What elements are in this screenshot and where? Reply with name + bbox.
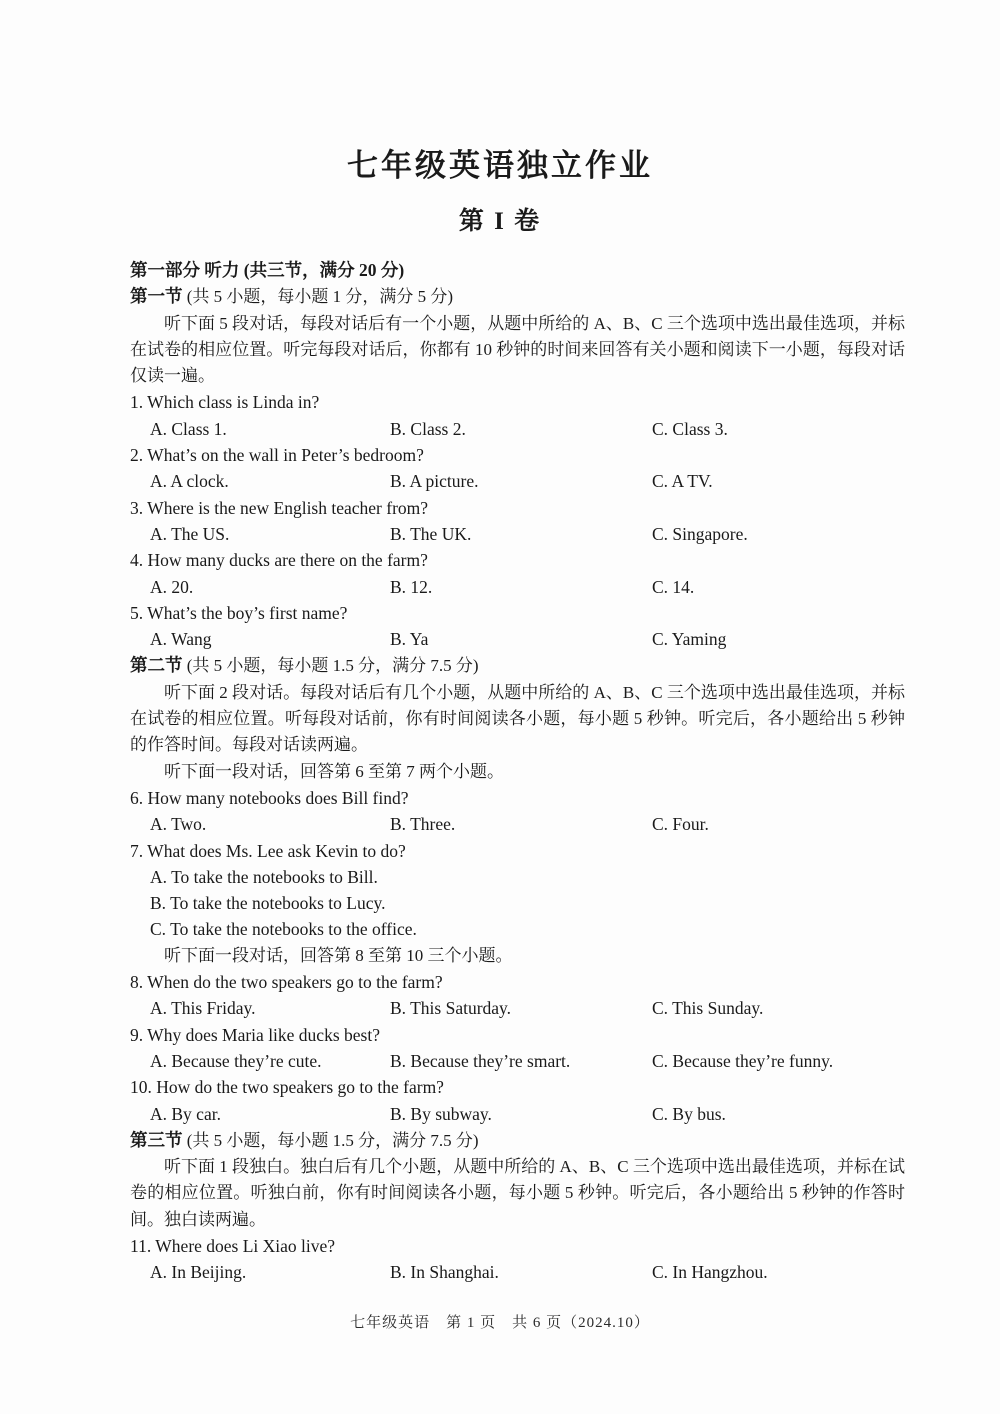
- page-title: 七年级英语独立作业: [347, 148, 653, 183]
- question-text: 11. Where does Li Xiao live?: [130, 1235, 336, 1256]
- option-a: A. 20.: [150, 576, 194, 597]
- section-meta: (共 5 小题，每小题 1 分，满分 5 分): [182, 287, 454, 307]
- page-subtitle: 第 I 卷: [458, 208, 542, 235]
- option-c: C. Four.: [652, 814, 709, 835]
- question-text: 5. What’s the boy’s first name?: [130, 602, 348, 623]
- sub-instruction: 听下面一段对话，回答第 8 至第 10 三个小题。: [164, 945, 513, 965]
- question-5: [130, 600, 905, 653]
- question-2: [130, 442, 905, 495]
- question-options: [130, 995, 905, 1021]
- question-options: [130, 468, 905, 494]
- question-6: [130, 785, 905, 838]
- question-text: 1. Which class is Linda in?: [130, 392, 320, 413]
- option-b: B. A picture.: [390, 471, 479, 492]
- question-options: [130, 1101, 905, 1127]
- option-c: C. Because they’re funny.: [652, 1050, 834, 1071]
- question-options: [130, 811, 905, 837]
- question-9: [130, 1022, 905, 1075]
- option-c: C. In Hangzhou.: [652, 1262, 768, 1283]
- option-a: A. Two.: [150, 814, 207, 835]
- option-b: B. In Shanghai.: [390, 1262, 499, 1283]
- question-options: [130, 864, 905, 943]
- question-3: [130, 495, 905, 548]
- question-options: [130, 574, 905, 600]
- option-c: C. Yaming: [652, 629, 727, 650]
- section-label: 第二节: [130, 655, 183, 676]
- option-c: C. A TV.: [652, 471, 713, 492]
- option-b: B. Three.: [390, 814, 456, 835]
- question-options: [130, 626, 905, 652]
- instruction-paragraph: 听下面 5 段对话，每段对话后有一个小题，从题中所给的 A、B、C 三个选项中选出最佳选项，并标在试卷的相应位置。听完每段对话后，你都有 10 秒钟的时间来回答有关小题和阅读下一小题，每段对话仅读一遍。: [130, 313, 905, 386]
- question-1: [130, 389, 905, 442]
- option-b: B. The UK.: [390, 523, 472, 544]
- section-label: 第三节: [130, 1129, 183, 1150]
- sub-instruction: 听下面一段对话，回答第 6 至第 7 两个小题。: [164, 761, 504, 781]
- option-c: C. To take the notebooks to the office.: [150, 919, 417, 940]
- instruction-paragraph: 听下面 2 段对话。每段对话后有几个小题，从题中所给的 A、B、C 三个选项中选出最佳选项，并标在试卷的相应位置。听每段对话前，你有时间阅读各小题，每小题 5 秒钟。听完后，各小题给出 5 秒钟的作答时间。每段对话读两遍。: [130, 682, 905, 755]
- question-text: 3. Where is the new English teacher from?: [130, 497, 429, 518]
- question-7: [130, 838, 905, 943]
- option-a: A. In Beijing.: [150, 1262, 247, 1283]
- option-a: A. Class 1.: [150, 418, 227, 439]
- section-label: 第一节: [130, 286, 183, 307]
- question-text: 8. When do the two speakers go to the farm?: [130, 972, 443, 993]
- question-options: [130, 1048, 905, 1074]
- question-options: [130, 416, 905, 442]
- option-a: A. Wang: [150, 629, 212, 650]
- option-a: A. The US.: [150, 523, 230, 544]
- section-heading: [130, 652, 905, 679]
- option-b: B. Ya: [390, 629, 429, 650]
- option-a: A. To take the notebooks to Bill.: [150, 866, 378, 887]
- option-a: A. By car.: [150, 1103, 221, 1124]
- question-11: [130, 1233, 905, 1286]
- question-options: [130, 521, 905, 547]
- option-c: C. Singapore.: [652, 523, 748, 544]
- question-text: 9. Why does Maria like ducks best?: [130, 1024, 380, 1045]
- option-c: C. 14.: [652, 576, 695, 597]
- section-heading: [130, 283, 905, 310]
- question-text: 2. What’s on the wall in Peter’s bedroom?: [130, 445, 424, 466]
- option-b: B. Class 2.: [390, 418, 466, 439]
- section-heading: [130, 1127, 905, 1154]
- option-b: B. This Saturday.: [390, 998, 512, 1019]
- option-c: C. This Sunday.: [652, 998, 764, 1019]
- section-meta: (共 5 小题，每小题 1.5 分，满分 7.5 分): [182, 1130, 479, 1150]
- page-footer: 七年级英语 第 1 页 共 6 页（2024.10）: [350, 1315, 650, 1331]
- option-a: A. This Friday.: [150, 998, 256, 1019]
- option-b: B. To take the notebooks to Lucy.: [150, 893, 386, 914]
- question-8: [130, 969, 905, 1022]
- section-meta: (共 5 小题，每小题 1.5 分，满分 7.5 分): [182, 656, 479, 676]
- option-a: A. Because they’re cute.: [150, 1050, 322, 1071]
- question-options: [130, 1259, 905, 1285]
- question-text: 4. How many ducks are there on the farm?: [130, 550, 428, 571]
- option-b: B. 12.: [390, 576, 433, 597]
- question-10: [130, 1074, 905, 1127]
- option-b: B. By subway.: [390, 1103, 492, 1124]
- part-heading: 第一部分 听力 (共三节，满分 20 分): [130, 260, 405, 280]
- question-text: 10. How do the two speakers go to the farm?: [130, 1077, 444, 1098]
- question-text: 6. How many notebooks does Bill find?: [130, 787, 409, 808]
- option-a: A. A clock.: [150, 471, 229, 492]
- option-c: C. By bus.: [652, 1103, 726, 1124]
- question-4: [130, 547, 905, 600]
- exam-body: [130, 257, 905, 1286]
- question-text: 7. What does Ms. Lee ask Kevin to do?: [130, 840, 406, 861]
- option-c: C. Class 3.: [652, 418, 728, 439]
- option-b: B. Because they’re smart.: [390, 1050, 571, 1071]
- instruction-paragraph: 听下面 1 段独白。独白后有几个小题，从题中所给的 A、B、C 三个选项中选出最佳选项，并标在试卷的相应位置。听独白前，你有时间阅读各小题，每小题 5 秒钟。听完后，各小题给出 5 秒钟的作答时间。独白读两遍。: [130, 1157, 905, 1229]
